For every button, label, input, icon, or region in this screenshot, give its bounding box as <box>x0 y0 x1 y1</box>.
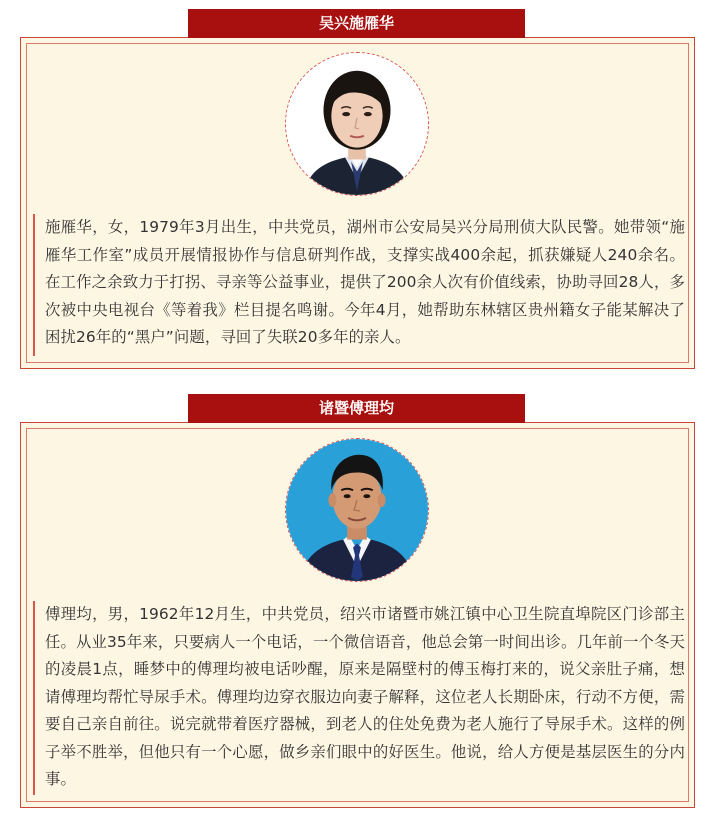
bio-text: 傅理均，男，1962年12月生，中共党员，绍兴市诸暨市姚江镇中心卫生院直埠院区门诊部主任。从业35年来，只要病人一个电话，一个微信语音，他总会第一时间出诊。几年前一个冬天的凌晨1点，睡梦中的傅理均被电话吵醒，原来是隔壁村的傅玉梅打来的，说父亲肚子痛，想请傅理均帮忙导尿手术。傅理均边穿衣服边向妻子解释，这位老人长期卧床，行动不方便，需要自己亲自前往。说完就带着医疗器械，到老人的住处免费为老人施行了导尿手术。这样的例子举不胜举，但他只有一个心愿，做乡亲们眼中的好医生。他说，给人方便是基层医生的分内事。 <box>33 601 685 795</box>
card-title: 吴兴施雁华 <box>318 14 394 32</box>
card-title: 诸暨傅理均 <box>318 399 394 417</box>
card-title-bar <box>188 394 525 423</box>
portrait-photo <box>285 52 429 196</box>
portrait-man-icon <box>286 439 428 581</box>
bio-text: 施雁华，女，1979年3月出生，中共党员，湖州市公安局吴兴分局刑侦大队民警。她带领“施雁华工作室”成员开展情报协作与信息研判作战，支撑实战400余起，抓获嫌疑人240余名。在工作之余致力于打拐、寻亲等公益事业，提供了200余人次有价值线索，协助寻回28人，多次被中央电视台《等着我》栏目提名鸣谢。今年4月，她帮助东林辖区贵州籍女子能某解决了困扰26年的“黑户”问题，寻回了失联20多年的亲人。 <box>33 214 685 356</box>
card-title-bar <box>188 9 525 38</box>
portrait-woman-icon <box>286 53 428 195</box>
portrait-photo <box>285 438 429 582</box>
